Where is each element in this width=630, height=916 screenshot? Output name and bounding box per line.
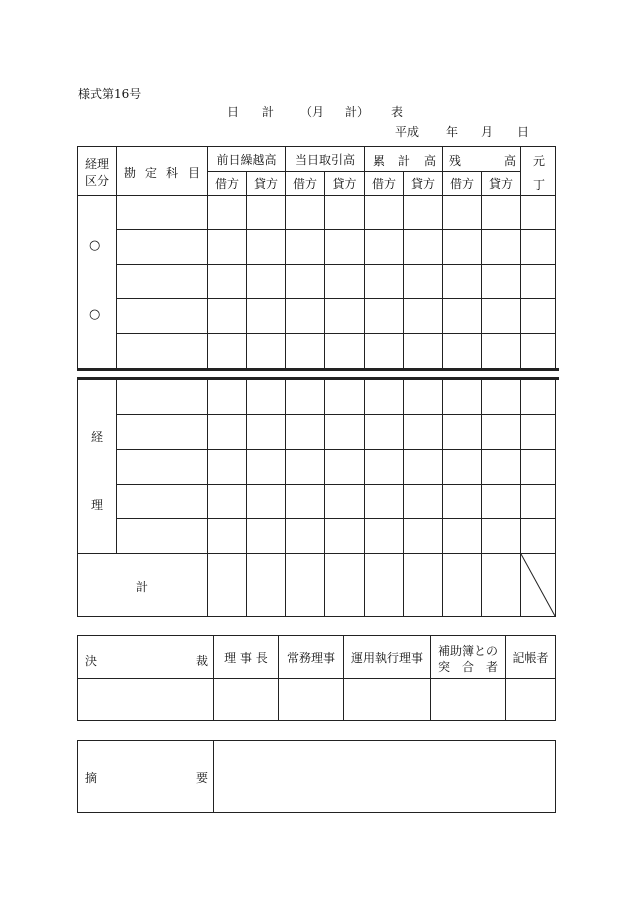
title-part-e: 表 xyxy=(391,105,404,119)
header-motochou-2: 丁 xyxy=(533,178,546,192)
header-zan-2: 高 xyxy=(504,154,517,168)
header-zan-1: 残 xyxy=(449,154,462,168)
section1-mark-1: ○ xyxy=(89,238,101,253)
credit-label-4: 貸方 xyxy=(488,177,513,191)
tekiyo-label-1: 摘 xyxy=(85,771,98,785)
tekiyo-label-2: 要 xyxy=(196,771,209,785)
header-kanjo-2: 定 xyxy=(145,166,158,180)
date-era: 平成 xyxy=(395,125,420,139)
header-ruikei-3: 高 xyxy=(424,154,437,168)
credit-label-1: 貸方 xyxy=(253,177,278,191)
header-ruikei-1: 累 xyxy=(373,154,386,168)
debit-label-4: 借方 xyxy=(449,177,474,191)
header-kanjo-1: 勘 xyxy=(124,166,137,180)
header-tojitsu: 当日取引高 xyxy=(294,152,355,167)
jomu-label: 常務理事 xyxy=(286,650,335,665)
section1-mark-2: ○ xyxy=(89,307,101,322)
header-zenjitsu: 前日繰越高 xyxy=(216,152,277,167)
hojo-label-2: 突 合 者 xyxy=(438,660,499,674)
kessai-label-2: 裁 xyxy=(196,654,209,668)
header-keiri-kubun-1: 経理 xyxy=(85,157,110,171)
header-keiri-kubun-2: 区分 xyxy=(85,174,110,188)
date-day: 日 xyxy=(517,125,530,139)
kessai-label-1: 決 xyxy=(85,654,98,668)
debit-label-1: 借方 xyxy=(214,177,239,191)
debit-label-2: 借方 xyxy=(292,177,317,191)
form-number: 様式第16号 xyxy=(78,87,142,101)
credit-label-2: 貸方 xyxy=(332,177,357,191)
title-part-a: 日 xyxy=(227,105,240,119)
credit-label-3: 貸方 xyxy=(410,177,435,191)
header-kanjo-3: 科 xyxy=(166,166,179,180)
header-kanjo-4: 目 xyxy=(188,166,201,180)
title-part-b: 計 xyxy=(262,105,275,119)
rijicho-label: 理 事 長 xyxy=(224,650,268,665)
section2-label-1: 経 xyxy=(91,430,104,444)
header-ruikei-2: 計 xyxy=(398,154,411,168)
kichosha-label: 記帳者 xyxy=(512,650,549,665)
title-part-c: （月 xyxy=(300,105,325,119)
title-part-d: 計） xyxy=(345,105,370,119)
diagonal-slash xyxy=(520,553,556,617)
section2-label-2: 理 xyxy=(91,498,104,512)
total-label: 計 xyxy=(136,580,149,594)
header-motochou-1: 元 xyxy=(533,154,546,168)
date-month: 月 xyxy=(481,125,494,139)
date-year: 年 xyxy=(446,125,459,139)
debit-label-3: 借方 xyxy=(371,177,396,191)
hojo-label-1: 補助簿との xyxy=(438,644,499,658)
unyo-label: 運用執行理事 xyxy=(350,650,423,665)
